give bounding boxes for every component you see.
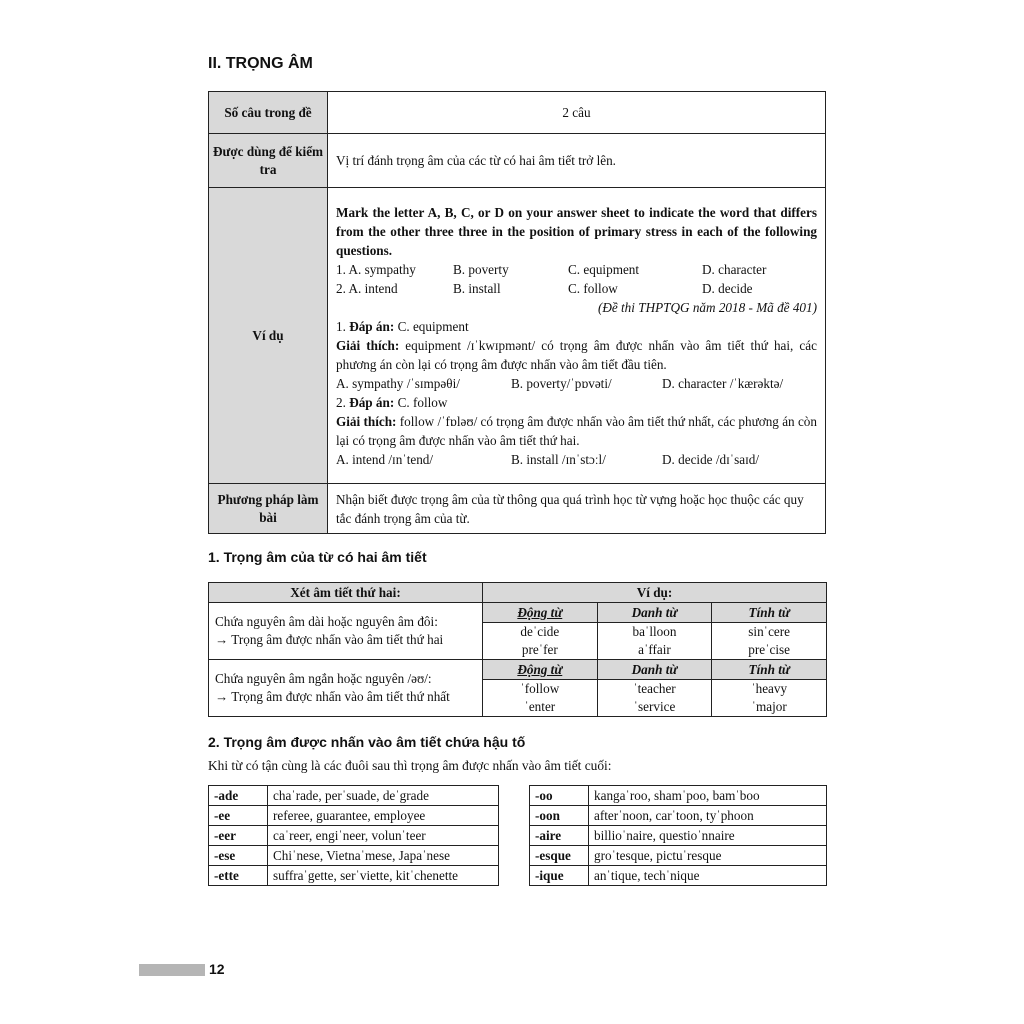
explanation-text: equipment /ɪˈkwɪpmənt/ có trọng âm được nhấn vào âm tiết thứ hai, các phương án còn lại có trọng âm được nhấn vào âm tiết đầu tiên. [336, 337, 817, 372]
info-label: Phương pháp làm bài [209, 484, 328, 534]
answer-value: C. follow [394, 394, 448, 410]
examples-header: Ví dụ: [482, 583, 826, 603]
option-d: D. character [702, 261, 767, 277]
other-option: D. decide /dɪˈsaɪd/ [662, 451, 760, 467]
stress-header-row [209, 583, 827, 603]
col-adjective: Tính từ [712, 603, 827, 623]
example-word: preˈfer [482, 641, 597, 660]
example-cell [328, 188, 826, 484]
option-a: 2. A. intend [336, 280, 398, 296]
other-options [336, 450, 817, 469]
suffix-row [530, 806, 827, 826]
explanation [336, 336, 817, 374]
rule-result: → Trọng âm được nhấn vào âm tiết thứ hai [215, 632, 444, 647]
suffix-examples: kangaˈroo, shamˈpoo, bamˈboo [589, 786, 827, 806]
suffix-row [209, 826, 499, 846]
suffix: -oon [530, 806, 589, 826]
other-options [336, 374, 817, 393]
stress-subheader-row [209, 660, 827, 680]
example-word: sinˈcere [712, 623, 827, 642]
col-verb-label: Động từ [517, 661, 563, 677]
suffix-intro: Khi từ có tận cùng là các đuôi sau thì trọng âm được nhấn vào âm tiết cuối: [208, 758, 612, 773]
col-noun: Danh từ [597, 660, 712, 680]
suffix-row [209, 786, 499, 806]
example-word: preˈcise [712, 641, 827, 660]
suffix: -eer [209, 826, 268, 846]
example-word: baˈlloon [597, 623, 712, 642]
suffix-table-right [529, 785, 827, 886]
example-word: deˈcide [482, 623, 597, 642]
question-row [336, 260, 817, 279]
explanation-label: Giải thích: [336, 337, 400, 353]
rule-cell [209, 660, 483, 717]
explanation-text: follow /ˈfɒləʊ/ có trọng âm được nhấn vào âm tiết thứ nhất, các phương án còn lại có trọng âm được nhấn vào âm tiết thứ hai. [336, 413, 817, 448]
suffix: -ique [530, 866, 589, 886]
rule-condition: Chứa nguyên âm dài hoặc nguyên âm đôi: [215, 614, 438, 629]
suffix-examples: groˈtesque, pictuˈresque [589, 846, 827, 866]
info-value: Nhận biết được trọng âm của từ thông qua quá trình học từ vựng hoặc học thuộc các quy tắc đánh trọng âm của từ. [328, 484, 826, 534]
other-option: D. character /ˈkærəktə/ [662, 375, 784, 391]
suffix-examples: referee, guarantee, employee [268, 806, 499, 826]
option-b: B. poverty [453, 261, 509, 277]
suffix: -ette [209, 866, 268, 886]
heading-suffix: 2. Trọng âm được nhấn vào âm tiết chứa hậu tố [208, 734, 526, 750]
example-instruction: Mark the letter A, B, C, or D on your answer sheet to indicate the word that differs from the other three three in the position of primary stress in each of the following questions. [336, 204, 817, 258]
suffix-table-left [208, 785, 499, 886]
suffix: -oo [530, 786, 589, 806]
example-word: ˈheavy [712, 680, 827, 699]
exam-source: (Đề thi THPTQG năm 2018 - Mã đề 401) [597, 299, 817, 315]
suffix-examples: billioˈnaire, questioˈnnaire [589, 826, 827, 846]
col-verb-label: Động từ [517, 604, 563, 620]
answer-line [336, 317, 817, 336]
suffix-row [530, 846, 827, 866]
suffix-examples: anˈtique, techˈnique [589, 866, 827, 886]
suffix-row [209, 806, 499, 826]
stress-subheader-row [209, 603, 827, 623]
option-c: C. follow [568, 280, 618, 296]
option-d: D. decide [702, 280, 753, 296]
info-label: Số câu trong đề [209, 92, 328, 134]
answer-label: Đáp án: [349, 318, 395, 334]
suffix: -ese [209, 846, 268, 866]
option-b: B. install [453, 280, 501, 296]
answer-label: Đáp án: [349, 394, 395, 410]
info-row [209, 134, 826, 188]
answer-line [336, 393, 817, 412]
suffix-examples: Chiˈnese, Vietnaˈmese, Japaˈnese [268, 846, 499, 866]
option-c: C. equipment [568, 261, 640, 277]
col-verb [482, 603, 597, 623]
info-row [209, 92, 826, 134]
suffix-examples: caˈreer, engiˈneer, volunˈteer [268, 826, 499, 846]
suffix-examples: afterˈnoon, carˈtoon, tyˈphoon [589, 806, 827, 826]
suffix-row [530, 866, 827, 886]
example-word: ˈfollow [482, 680, 597, 699]
info-value: 2 câu [328, 92, 826, 134]
info-row [209, 188, 826, 484]
rule-cell [209, 603, 483, 660]
explanation-label: Giải thích: [336, 413, 397, 429]
suffix-examples: chaˈrade, perˈsuade, deˈgrade [268, 786, 499, 806]
page-number: 12 [209, 961, 225, 977]
question-row [336, 279, 817, 298]
info-value: Vị trí đánh trọng âm của các từ có hai âm tiết trở lên. [328, 134, 826, 188]
example-word: aˈffair [597, 641, 712, 660]
example-word: ˈservice [597, 698, 712, 717]
info-label: Được dùng để kiểm tra [209, 134, 328, 188]
suffix: -ee [209, 806, 268, 826]
info-table [208, 91, 826, 534]
suffix-row [530, 786, 827, 806]
col-verb [482, 660, 597, 680]
rule-header: Xét âm tiết thứ hai: [209, 583, 483, 603]
other-option: B. poverty/ˈpɒvəti/ [511, 375, 612, 391]
answer-prefix: 1. [336, 318, 350, 334]
heading-two-syllable: 1. Trọng âm của từ có hai âm tiết [208, 549, 427, 565]
option-a: 1. A. sympathy [336, 261, 416, 277]
stress-rule-table [208, 582, 827, 717]
rule-result: → Trọng âm được nhấn vào âm tiết thứ nhất [215, 689, 450, 704]
col-adjective: Tính từ [712, 660, 827, 680]
answer-value: C. equipment [394, 318, 469, 334]
explanation [336, 412, 817, 450]
suffix-examples: suffraˈgette, serˈviette, kitˈchenette [268, 866, 499, 886]
suffix-row [209, 846, 499, 866]
info-row [209, 484, 826, 534]
suffix-row [530, 826, 827, 846]
other-option: B. install /ɪnˈstɔːl/ [511, 451, 606, 467]
rule-condition: Chứa nguyên âm ngắn hoặc nguyên /əʊ/: [215, 671, 432, 686]
info-label: Ví dụ [209, 188, 328, 484]
example-word: ˈteacher [597, 680, 712, 699]
section-title: II. TRỌNG ÂM [208, 55, 313, 72]
suffix: -esque [530, 846, 589, 866]
answer-prefix: 2. [336, 394, 350, 410]
suffix-row [209, 866, 499, 886]
footer-bar [139, 964, 205, 976]
other-option: A. sympathy /ˈsɪmpəθi/ [336, 375, 460, 391]
suffix: -aire [530, 826, 589, 846]
col-noun: Danh từ [597, 603, 712, 623]
example-word: ˈenter [482, 698, 597, 717]
example-word: ˈmajor [712, 698, 827, 717]
other-option: A. intend /ɪnˈtend/ [336, 451, 434, 467]
suffix: -ade [209, 786, 268, 806]
